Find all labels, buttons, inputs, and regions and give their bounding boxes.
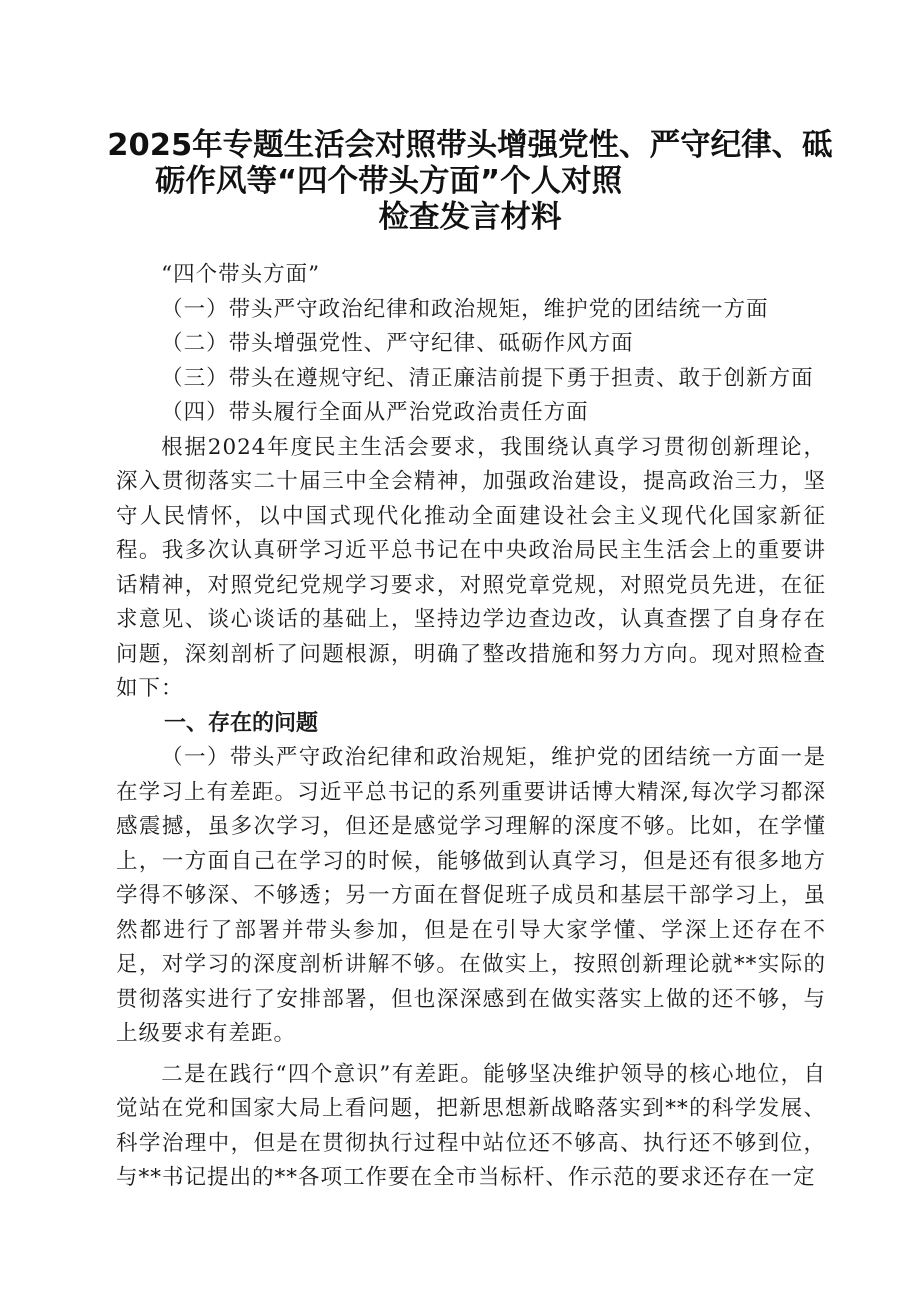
title-line-3: 检查发言材料 [378,200,562,235]
list-item: （一）带头严守政治纪律和政治规矩，维护党的团结统一方面 [161,296,769,322]
list-item: （四）带头履行全面从严治党政治责任方面 [161,400,589,425]
list-heading: “四个带头方面” [161,262,321,287]
document-title [100,128,840,236]
body-paragraph: （一）带头严守政治纪律和政治规矩，维护党的团结统一方面一是在学习上有差距。习近平总书记的系列重要讲话博大精深,每次学习都深感震撼，虽多次学习，但还是感觉学习理解的深度不够。比如，在学懂上，一方面自己在学习的时候，能够做到认真学习，但是还有很多地方学得不够深、不够透；另一方面在督促班子成员和基层干部学习上，虽然都进行了部署并带头参加，但是在引导大家学懂、学深上还存在不足，对学习的深度剖析讲解不够。在做实上，按照创新理论就**实际的贯彻落实进行了安排部署，但也深深感到在做实落实上做的还不够，与上级要求有差距。 [116,745,826,1046]
title-line-1: 2025年专题生活会对照带头增强党性、严守纪律、砥 [107,128,833,163]
list-item: （二）带头增强党性、严守纪律、砥砺作风方面 [161,331,634,356]
intro-paragraph: 根据2024年度民主生活会要求，我围绕认真学习贯彻创新理论，深入贯彻落实二十届三中全会精神，加强政治建设，提高政治三力，坚守人民情怀，以中国式现代化推动全面建设社会主义现代化国家新征程。我多次认真研学习近平总书记在中央政治局民主生活会上的重要讲话精神，对照党纪党规学习要求，对照党章党规，对照党员先进，在征求意见、谈心谈话的基础上，坚持边学边查边改，认真查摆了自身存在问题，深刻剖析了问题根源，明确了整改措施和努力方向。现对照检查如下： [116,434,826,701]
document-body [116,258,826,1196]
list-item: （三）带头在遵规守纪、清正廉洁前提下勇于担责、敢于创新方面 [161,365,814,391]
title-line-2: 砺作风等“四个带头方面”个人对照 [155,164,623,199]
body-paragraph: 二是在践行“四个意识”有差距。能够坚决维护领导的核心地位，自觉站在党和国家大局上看问题，把新思想新战略落实到**的科学发展、科学治理中，但是在贯彻执行过程中站位还不够高、执行还不够到位，与**书记提出的**各项工作要在全市当标杆、作示范的要求还存在一定 [116,1061,826,1190]
section-heading: 一、存在的问题 [164,710,319,736]
